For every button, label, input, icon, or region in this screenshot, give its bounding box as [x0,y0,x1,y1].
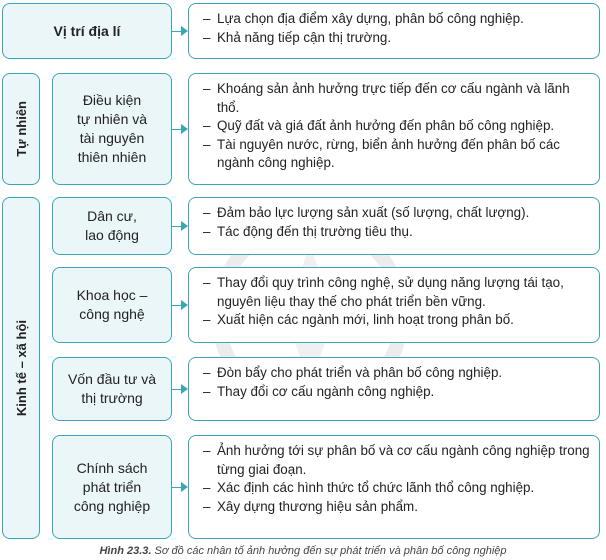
list-item: – Đòn bẩy cho phát triển và phân bố công nghiệp. [203,364,591,383]
list-item: – Khoáng sản ảnh hưởng trực tiếp đến cơ cấu ngành và lãnh thổ. [203,80,591,117]
group-socioeconomic-label: Kinh tế – xã hội [13,319,29,417]
figure-caption-text: Sơ đồ các nhân tố ảnh hưởng đến sự phát triển và phân bố công nghiệp [154,545,507,557]
list-item: – Lựa chọn địa điểm xây dựng, phân bố công nghiệp. [203,10,591,29]
list-item: – Xuất hiện các ngành mới, linh hoạt trong phân bố. [203,311,591,330]
factor-content-science-technology [188,267,600,343]
arrow-natural-resources [172,129,186,130]
factor-label-population: Dân cư, lao động [52,197,172,255]
arrow-industrial-policy [172,487,186,488]
arrow-location [172,31,186,32]
factor-content-population [188,197,600,255]
factor-label-capital-market: Vốn đầu tư và thị trường [52,357,172,421]
list-item: – Đảm bảo lực lượng sản xuất (số lượng, chất lượng). [203,204,591,223]
group-natural [2,73,40,185]
factor-content-location [188,3,600,59]
factor-label-location: Vị trí địa lí [2,3,172,59]
arrow-science-technology [172,305,186,306]
list-item: – Quỹ đất và giá đất ảnh hưởng đến phân bố công nghiệp. [203,117,591,136]
arrow-capital-market [172,389,186,390]
factor-label-natural-resources: Điều kiện tự nhiên và tài nguyên thiên nhiên [52,73,172,185]
factor-content-natural-resources [188,73,600,185]
list-item: – Xác định các hình thức tổ chức lãnh thổ công nghiệp. [203,479,591,498]
factor-label-science-technology: Khoa học – công nghệ [52,267,172,343]
list-item: – Tài nguyên nước, rừng, biển ảnh hưởng đến phân bố các ngành công nghiệp. [203,136,591,173]
list-item: – Thay đổi cơ cấu ngành công nghiệp. [203,383,591,402]
figure-caption [0,545,606,557]
list-item: – Ảnh hưởng tới sự phân bố và cơ cấu ngành công nghiệp trong từng giai đoạn. [203,442,591,479]
group-natural-label: Tự nhiên [13,101,29,157]
group-socioeconomic [2,197,40,539]
figure-number: Hình 23.3. [99,545,152,557]
factor-content-industrial-policy [188,435,600,539]
factor-content-capital-market [188,357,600,421]
factor-label-industrial-policy: Chính sách phát triển công nghiệp [52,435,172,539]
arrow-population [172,226,186,227]
list-item: – Thay đổi quy trình công nghệ, sử dụng năng lượng tái tạo, nguyên liệu thay thế cho phát triển bền vững. [203,274,591,311]
list-item: – Tác động đến thị trường tiêu thụ. [203,223,591,242]
list-item: – Khả năng tiếp cận thị trường. [203,29,591,48]
list-item: – Xây dựng thương hiệu sản phẩm. [203,498,591,517]
